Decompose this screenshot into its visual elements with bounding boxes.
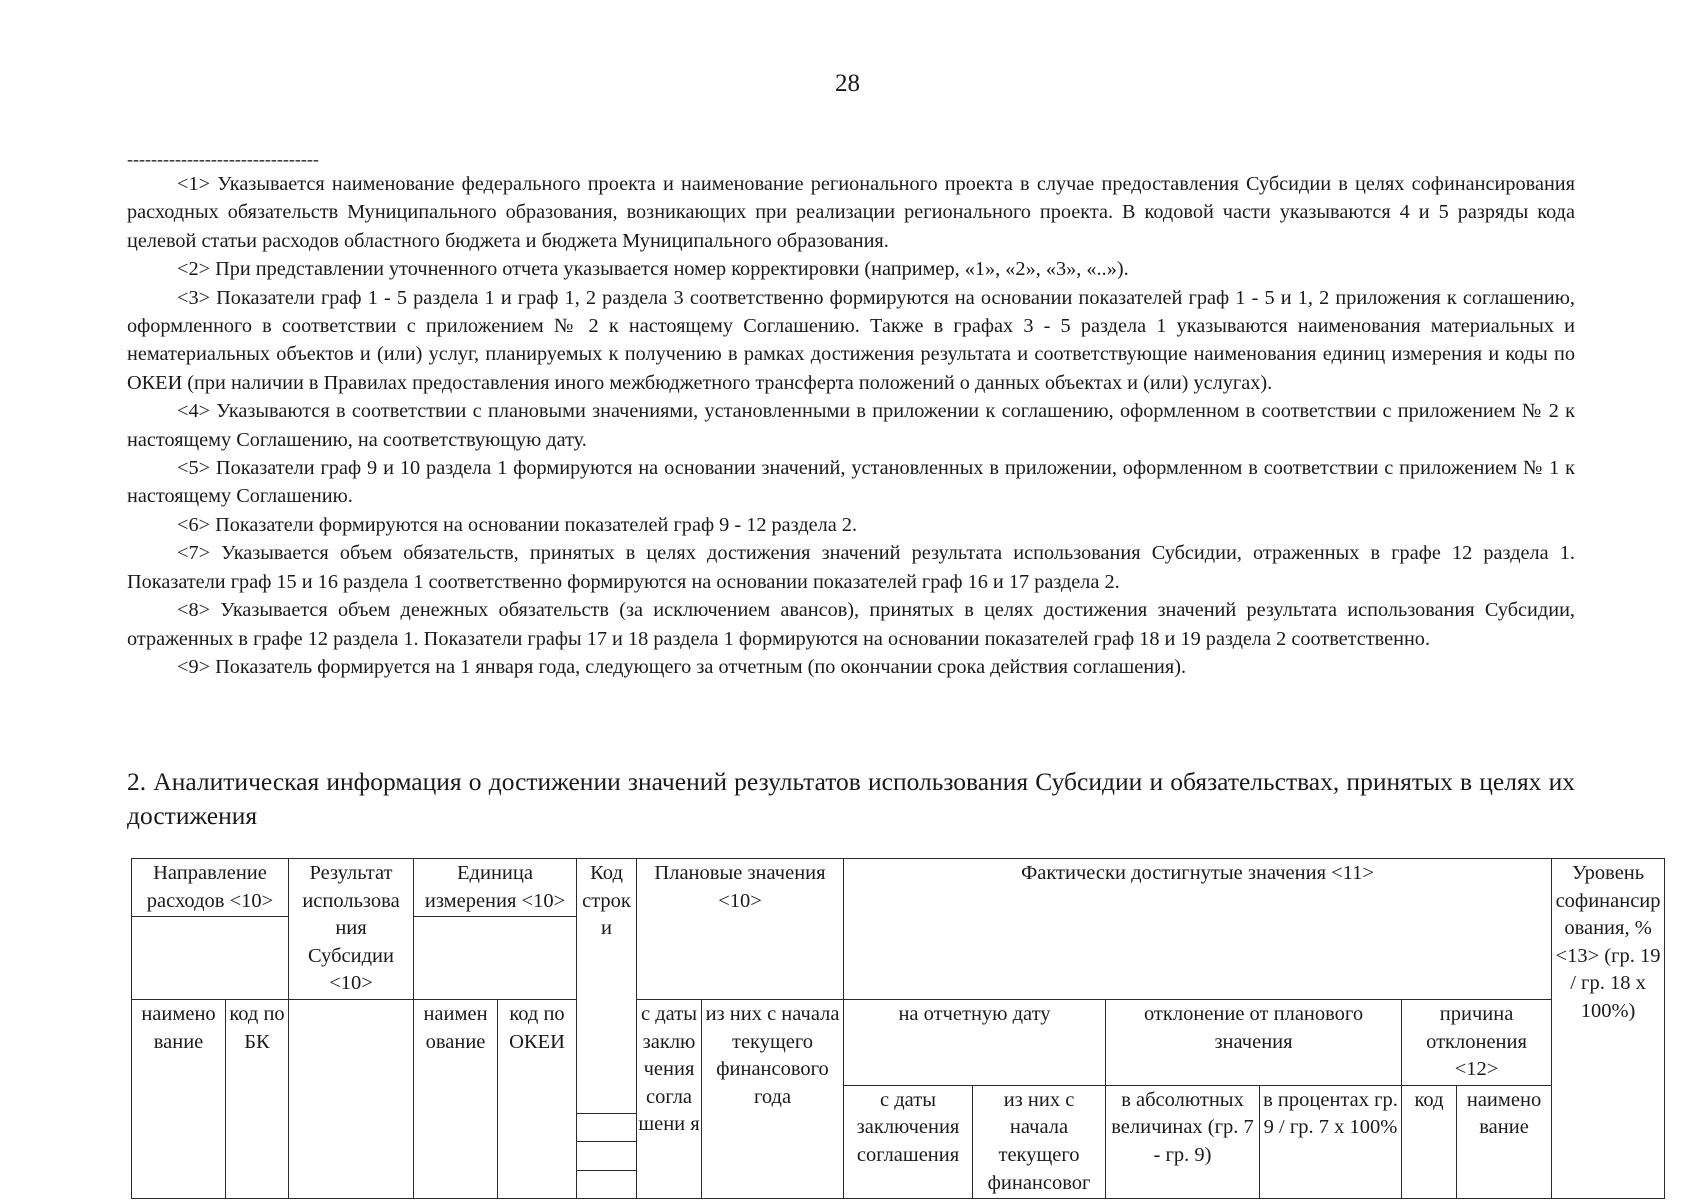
footnote-8: <8> Указывается объем денежных обязательств (за исключением авансов), принятых в целях достижения значений результата использования Субсидии, отраженных в графе 12 раздела 1. Показатели графы 17 и 18 раздела 1 формируются на основании показателей граф 18 и 19 раздела 2 соответственно. [127, 599, 1575, 650]
header-direction-name: наимено вание [132, 999, 226, 1198]
footnote-separator: -------------------------------- [127, 149, 319, 169]
footnote-1: <1> Указывается наименование федерального проекта и наименование регионального проекта в случае предоставления Субсидии в целях софинансирования расходных обязательств Муниципального образования, возникающих при реализации регионального проекта. В кодовой части указываются 4 и 5 разряды кода целевой статьи расходов областного бюджета и бюджета Муниципального образования. [127, 173, 1575, 252]
header-reason-code: код [1402, 1085, 1457, 1198]
line-code-body-3 [577, 1170, 637, 1198]
header-planned-from-year: из них с начала текущего финансового года [702, 999, 844, 1198]
footnote-6: <6> Показатели формируются на основании показателей граф 9 - 12 раздела 2. [177, 513, 858, 536]
header-unit-name: наимен ование [414, 999, 498, 1198]
header-result: Результат использова ния Субсидии <10> [289, 859, 414, 1000]
header-deviation-pct: в процентах гр. 9 / гр. 7 х 100% [1260, 1085, 1402, 1198]
footnote-7: <7> Указывается объем обязательств, принятых в целях достижения значений результата использования Субсидии, отраженных в графе 12 раздела 1. Показатели граф 15 и 16 раздела 1 соответственно формируются на основании показателей граф 16 и 17 раздела 2. [127, 542, 1575, 593]
header-reason: причина отклонения <12> [1402, 999, 1552, 1085]
line-code-body-2 [577, 1142, 637, 1170]
result-body [289, 999, 414, 1198]
analytics-table [131, 858, 1665, 1199]
header-cofinancing: Уровень софинансир ования, % <13> (гр. 19 / гр. 18 х 100%) [1552, 859, 1665, 1199]
header-actual-from-year: из них с начала текущего финансовог [973, 1085, 1106, 1198]
footnote-5: <5> Показатели граф 9 и 10 раздела 1 формируются на основании значений, установленных в приложении, оформленном в соответствии с приложением № 1 к настоящему Соглашению. [127, 457, 1575, 508]
line-code-body [577, 1114, 637, 1142]
footnote-9: <9> Показатель формируется на 1 января года, следующего за отчетным (по окончании срока действия соглашения). [177, 655, 1187, 678]
header-line-code: Код строк и [577, 859, 637, 1114]
header-unit-code: код по ОКЕИ [498, 999, 577, 1198]
header-deviation: отклонение от планового значения [1106, 999, 1402, 1085]
header-unit: Единица измерения <10> [414, 859, 577, 917]
section-title: 2. Аналитическая информация о достижении значений результатов использования Субсидии и обязательствах, принятых в целях их достижения [127, 767, 1575, 830]
header-deviation-abs: в абсолютных величинах (гр. 7 - гр. 9) [1106, 1085, 1260, 1198]
footnotes [127, 170, 1575, 681]
footnote-2: <2> При представлении уточненного отчета указывается номер корректировки (например, «1», «2», «3», «..»). [177, 258, 1129, 281]
header-planned: Плановые значения <10> [637, 859, 844, 1000]
header-actual-on-date: на отчетную дату [844, 999, 1106, 1085]
header-actual-from-agreement: с даты заключения соглашения [844, 1085, 973, 1198]
header-actual: Фактически достигнутые значения <11> [844, 859, 1552, 1000]
direction-spacer [132, 917, 289, 1000]
header-direction-code: код по БК [226, 999, 289, 1198]
footnote-3: <3> Показатели граф 1 - 5 раздела 1 и граф 1, 2 раздела 3 соответственно формируются на основании показателей граф 1 - 5 и 1, 2 приложения к соглашению, оформленного в соответствии с приложением № 2 к настоящему Соглашению. Также в графах 3 - 5 раздела 1 указываются наименования материальных и нематериальных объектов и (или) услуг, планируемых к получению в рамках достижения результата и соответствующие наименования единиц измерения и коды по ОКЕИ (при наличии в Правилах предоставления иного межбюджетного трансферта положений о данных объектах и (или) услугах). [127, 286, 1575, 394]
unit-spacer [414, 917, 577, 1000]
page-number: 28 [835, 70, 860, 97]
footnote-4: <4> Указываются в соответствии с плановыми значениями, установленными в приложении к соглашению, оформленном в соответствии с приложением № 2 к настоящему Соглашению, на соответствующую дату. [127, 400, 1575, 451]
header-reason-name: наимено вание [1457, 1085, 1552, 1198]
header-planned-from-agreement: с даты заклю чения согла шени я [637, 999, 702, 1198]
header-direction: Направление расходов <10> [132, 859, 289, 917]
